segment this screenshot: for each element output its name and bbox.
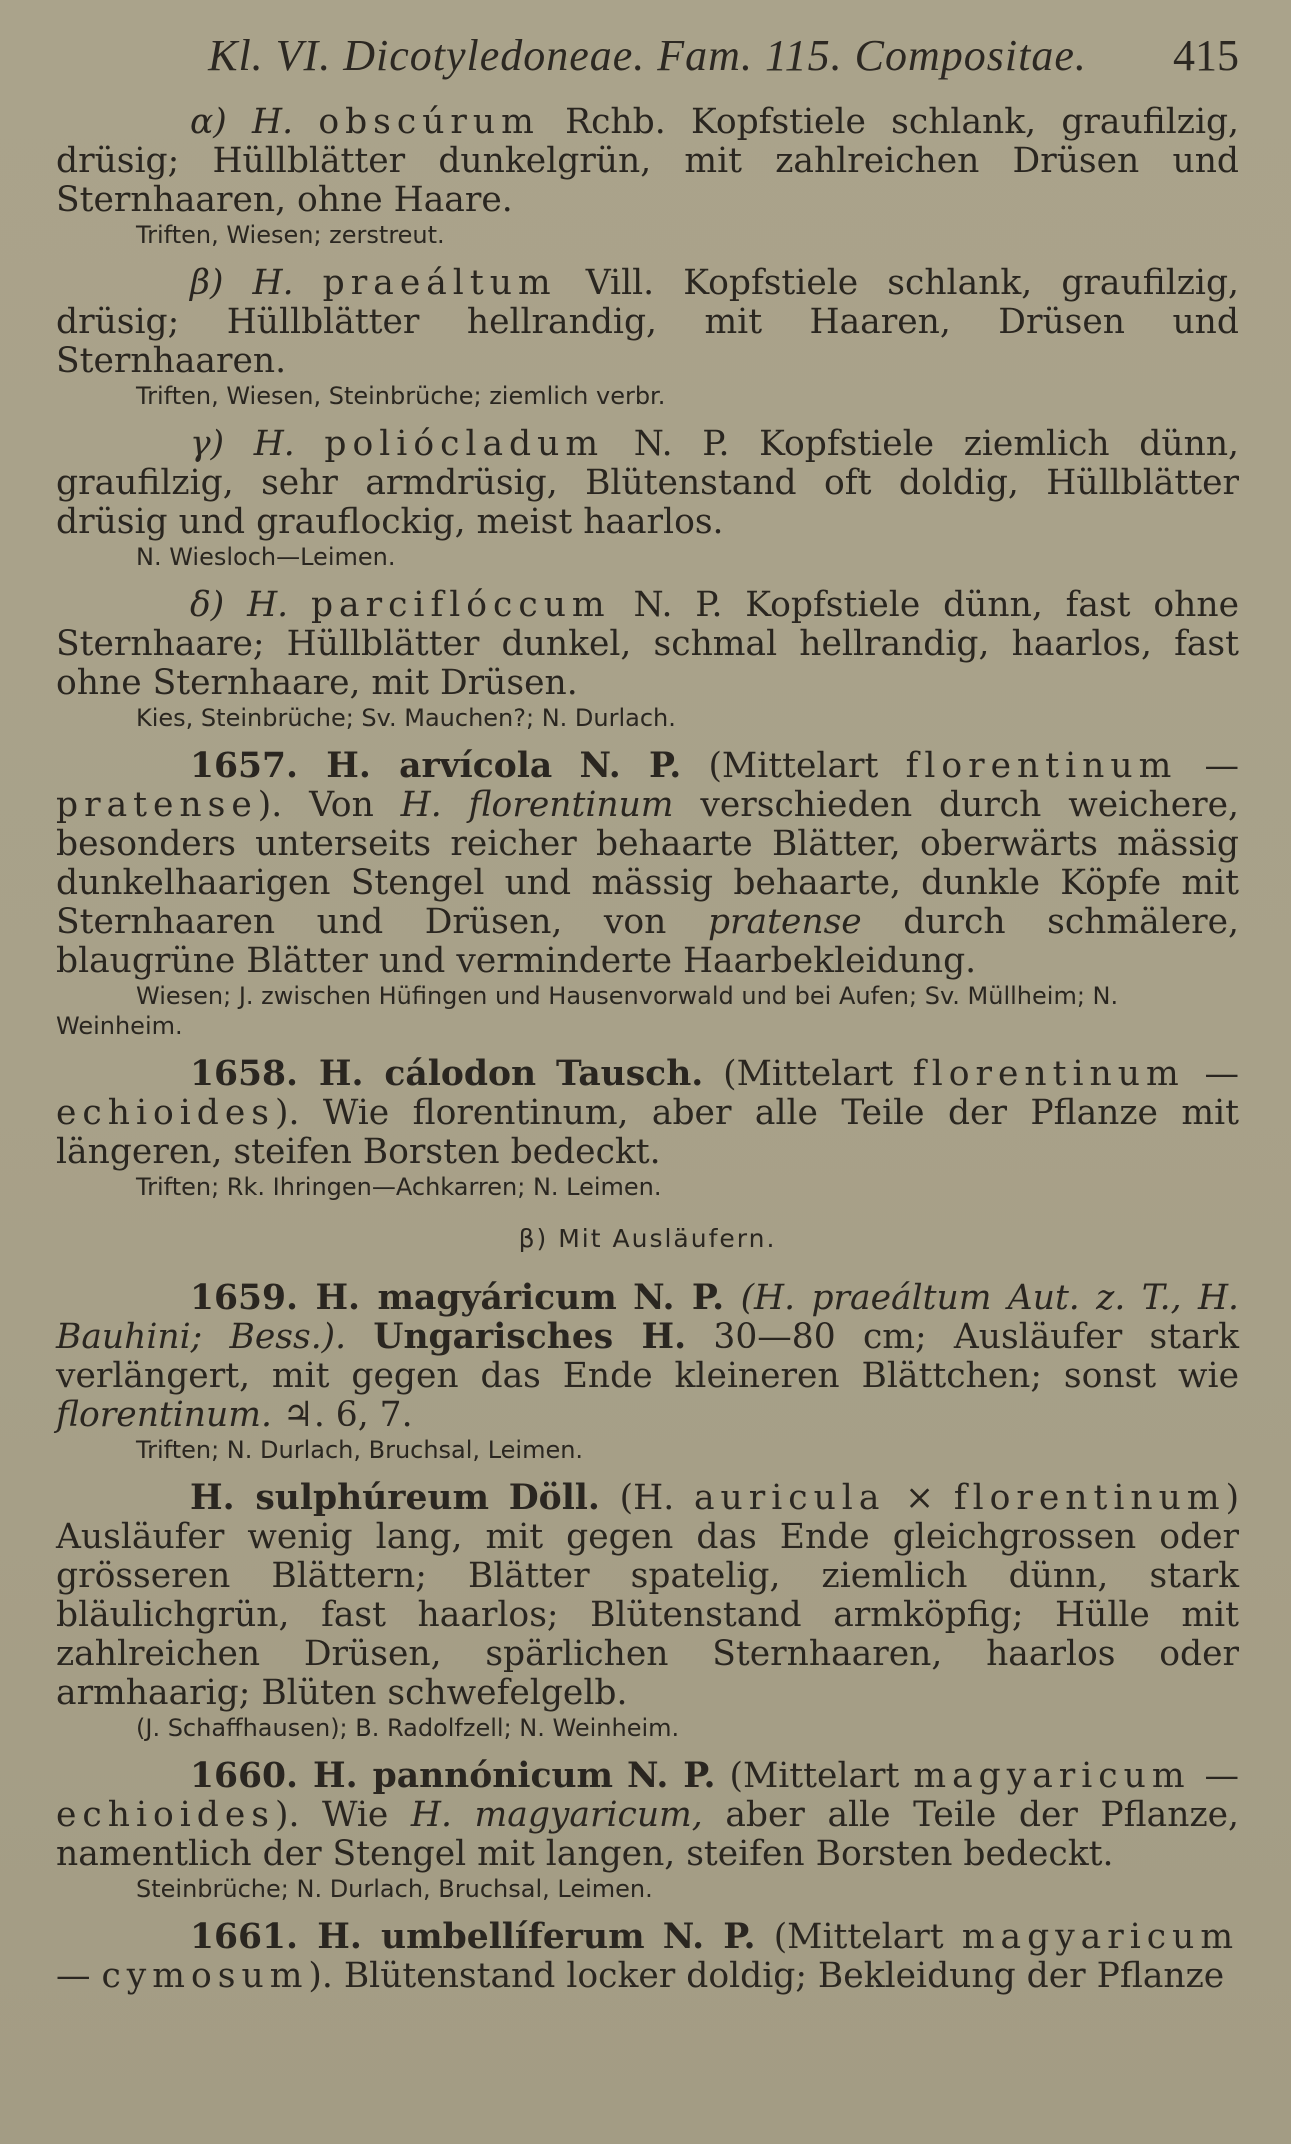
locality-line: Triften, Wiesen, Steinbrüche; ziemlich verbr. [136,382,666,410]
species-text: 1657. H. arvícola N. P. (Mittelart florentinum — pratense). Von H. florentinum verschieden durch weichere, besonders unterseits reicher behaarte Blätter, oberwärts mässig dunkelhaarigen Stengel und mässig behaarte, dunkle Köpfe mit Sternhaaren und Drüsen, von pratense durch schmälere, blaugrüne Blätter und verminderte Haarbekleidung. [56,746,1240,981]
species-sulphureum [56,1479,1239,1743]
locality-line: Steinbrüche; N. Durlach, Bruchsal, Leimen. [136,1875,653,1903]
variety-text: β) H. praeáltum Vill. Kopfstiele schlank, graufilzig, drüsig; Hüllblätter hellrandig, mit Haaren, Drüsen und Sternhaaren. [56,263,1240,381]
species-text: 1659. H. magyáricum N. P. (H. praeáltum Aut. z. T., H. Bauhini; Bess.). Ungarisches H. 30—80 cm; Ausläufer stark verlängert, mit gegen das Ende kleineren Blättchen; sonst wie florentinum. ♃. 6, 7. [56,1278,1240,1435]
species-text: 1661. H. umbellíferum N. P. (Mittelart magyaricum — cymosum). Blütenstand locker doldig; Bekleidung der Pflanze [56,1917,1240,1996]
species-text: 1658. H. cálodon Tausch. (Mittelart florentinum — echioides). Wie florentinum, aber alle Teile der Pflanze mit längeren, steifen Borsten bedeckt. [56,1054,1240,1172]
species-text: 1660. H. pannónicum N. P. (Mittelart magyaricum — echioides). Wie H. magyaricum, aber alle Teile der Pflanze, namentlich der Stengel mit langen, steifen Borsten bedeckt. [56,1756,1240,1874]
locality-line: Kies, Steinbrüche; Sv. Mauchen?; N. Durlach. [136,704,676,732]
locality-line: N. Wiesloch—Leimen. [136,543,396,571]
variety-text: γ) H. poliócladum N. P. Kopfstiele ziemlich dünn, graufilzig, sehr armdrüsig, Blütenstand oft doldig, Hüllblätter drüsig und grauflockig, meist haarlos. [56,424,1240,542]
locality-line: Triften; Rk. Ihringen—Achkarren; N. Leimen. [136,1173,662,1201]
variety-text: α) H. obscúrum Rchb. Kopfstiele schlank, graufilzig, drüsig; Hüllblätter dunkelgrün, mit zahlreichen Drüsen und Sternhaaren, ohne Haare. [56,102,1240,220]
species-text: H. sulphúreum Döll. (H. auricula × florentinum) Ausläufer wenig lang, mit gegen das Ende gleichgrossen oder grösseren Blättern; Blätter spatelig, ziemlich dünn, stark bläulichgrün, fast haarlos; Blütenstand armköpfig; Hülle mit zahlreichen Drüsen, spärlichen Sternhaaren, haarlos oder armhaarig; Blüten schwefelgelb. [56,1478,1240,1713]
species-1659 [56,1279,1239,1465]
variety-text: δ) H. parciflóccum N. P. Kopfstiele dünn, fast ohne Sternhaare; Hüllblätter dunkel, schmal hellrandig, haarlos, fast ohne Sternhaare, mit Drüsen. [56,585,1240,703]
variety-delta [56,586,1239,733]
species-1661 [56,1918,1239,1996]
variety-alpha [56,103,1239,250]
species-1660 [56,1757,1239,1904]
variety-gamma [56,425,1239,572]
species-1657 [56,747,1239,1041]
locality-line: (J. Schaffhausen); B. Radolfzell; N. Weinheim. [136,1714,680,1742]
locality-line: Triften, Wiesen; zerstreut. [136,221,445,249]
running-header [56,30,1239,81]
locality-line: Triften; N. Durlach, Bruchsal, Leimen. [136,1436,584,1464]
species-1658 [56,1055,1239,1202]
header-title: Kl. VI. Dicotyledoneae. Fam. 115. Compositae. [208,31,1087,80]
variety-beta [56,264,1239,411]
page-number: 415 [1173,31,1239,80]
section-heading: β) Mit Ausläufern. [518,1224,777,1253]
locality-line: Wiesen; J. zwischen Hüfingen und Hausenvorwald und bei Aufen; Sv. Müllheim; N. Weinheim. [56,982,1119,1040]
